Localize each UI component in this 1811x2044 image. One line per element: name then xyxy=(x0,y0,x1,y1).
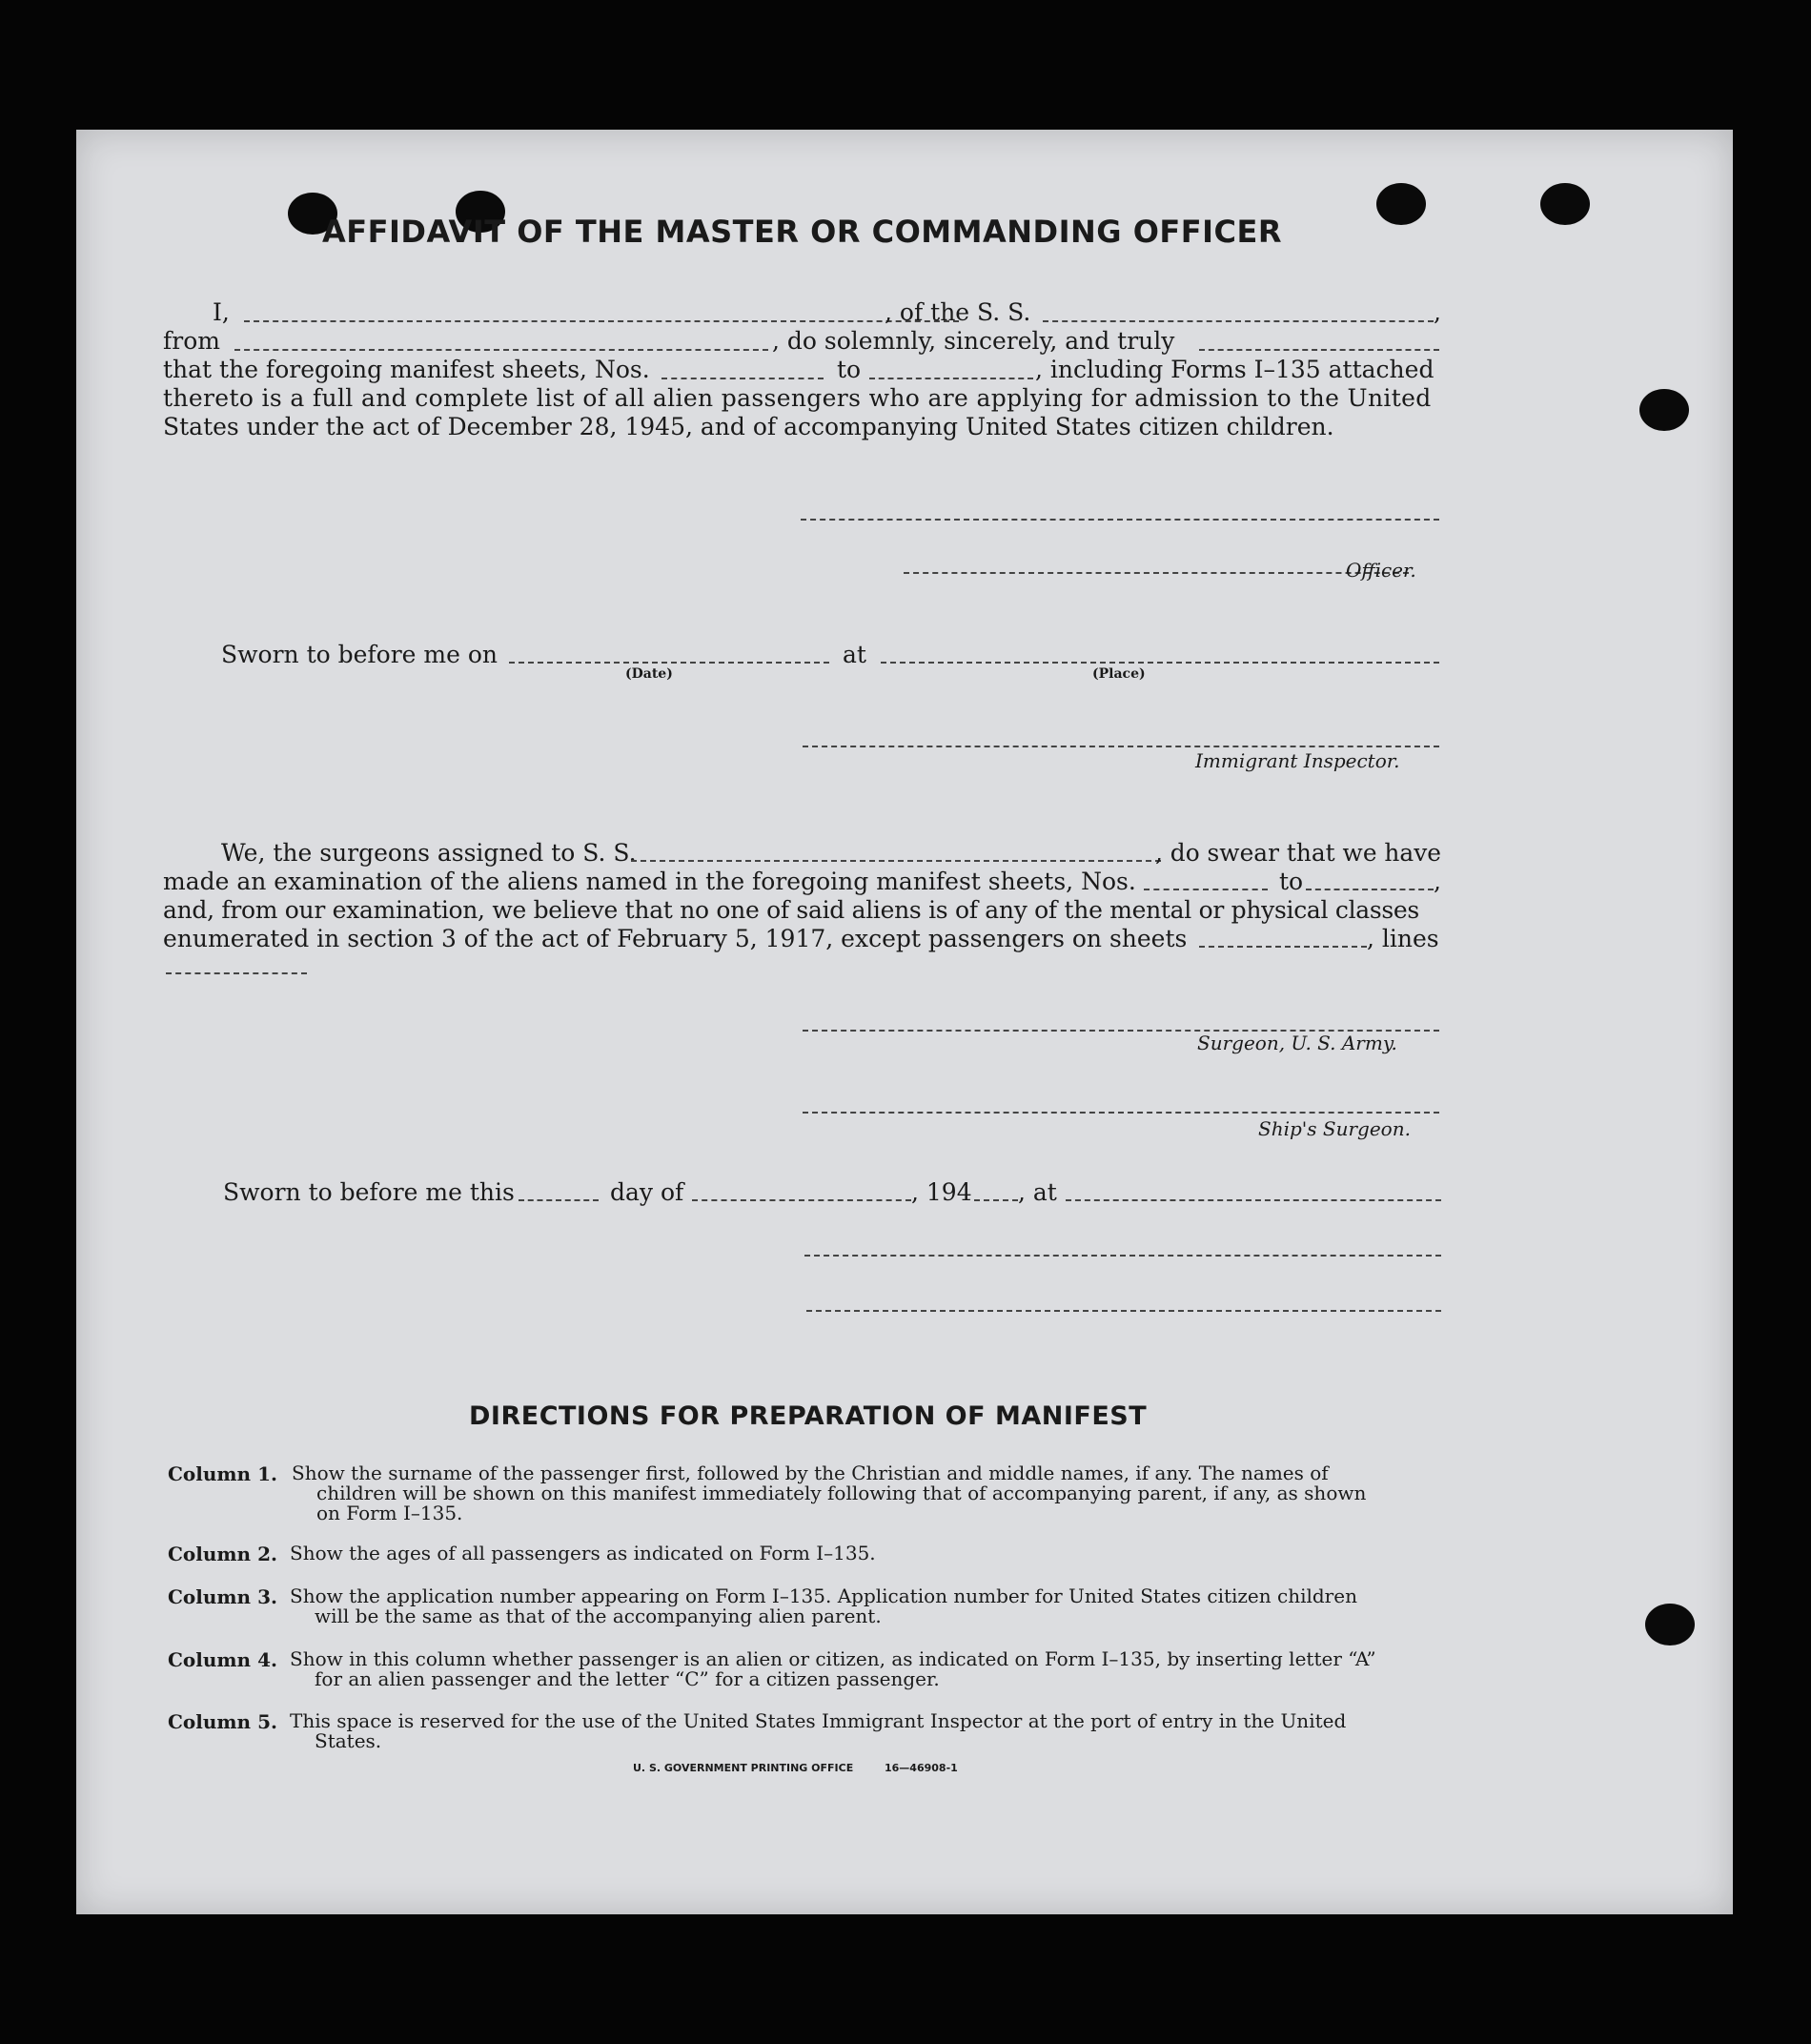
sworn2-month-field[interactable] xyxy=(692,1199,911,1201)
affidavit-line4: thereto is a full and complete list of all alien passengers who are applying for admission to the United xyxy=(163,384,1432,412)
surgeons-sheets-from-field[interactable] xyxy=(1144,889,1268,890)
column-3-line2: will be the same as that of the accompanying alien parent. xyxy=(315,1605,882,1627)
column-4-line1: Show in this column whether passenger is an alien or citizen, as indicated on Form I–135, by inserting letter “A” xyxy=(290,1647,1376,1670)
column-2-label: Column 2. xyxy=(168,1543,277,1565)
sworn-at: at xyxy=(843,641,866,668)
sheets-from-field[interactable] xyxy=(661,378,824,379)
punch-hole xyxy=(1639,389,1689,431)
column-5-line2: States. xyxy=(315,1729,382,1752)
surgeons-to: to xyxy=(1279,868,1304,895)
master-name-field[interactable] xyxy=(244,320,959,322)
affidavit-sheets: that the foregoing manifest sheets, Nos. xyxy=(163,356,650,383)
except-sheets-field[interactable] xyxy=(1199,946,1367,948)
sworn2-place-field[interactable] xyxy=(1066,1199,1441,1201)
column-1-line2: children will be shown on this manifest immediately following that of accompanying parent, if any, as shown xyxy=(316,1482,1367,1504)
surgeons-line1a: We, the surgeons assigned to S. S. xyxy=(221,839,637,867)
column-4-label: Column 4. xyxy=(168,1648,277,1671)
column-1-line1: Show the surname of the passenger first, followed by the Christian and middle names, if any. The names of xyxy=(292,1461,1329,1484)
from-port-field[interactable] xyxy=(234,349,768,351)
affidavit-to: to xyxy=(837,356,862,383)
punch-hole xyxy=(1540,183,1590,225)
column-3-line1: Show the application number appearing on Form I–135. Application number for United States citizen children xyxy=(290,1584,1357,1607)
sworn2-day-field[interactable] xyxy=(519,1199,599,1201)
sworn2-text: Sworn to before me this xyxy=(223,1178,515,1206)
column-1-line3: on Form I–135. xyxy=(316,1502,463,1524)
form-page: AFFIDAVIT OF THE MASTER OR COMMANDING OFFICER I, , of the S. S. , from , do solemnly, sincerely, and truly that the foregoing manifest sheets, Nos. to , including Forms I–135 attached thereto is a full and complete list of all alien passengers who are applying for admission to the United States under the act of December 28, 1945, and of accompanying United States citizen children. Officer. Sworn to before me on (Date) at (Place) Immigrant Inspector. We, the surgeons assigned to S. S. , do swear that we have made an examination of the aliens named in the foregoing manifest sheets, Nos. to , and, from our examination, we believe that no one of said aliens is of any of the mental or physical classes enumerated in section 3 of the act of February 5, 1917, except passengers on sheets , lines Surgeon, U. S. Army. Ship's Surgeon. Sworn to before me this day of , 194 , at DIRECTIONS FOR PREPARATION OF MANIFEST Column 1. Show the surname of the passenger first, followed by the Christian and middle names, if any. The names of children will be shown on this manifest immediately following that of accompanying parent, if any, as shown on Form I–135. Column 2. Show the ages of all passengers as indicated on Form I–135. Column 3. Show the application number appearing on Form I–135. Application number for United States citizen children will be the same as that of the accompanying alien parent. Column 4. Show in this column whether passenger is an alien or citizen, as indicated on Form I–135, by inserting letter “A” for an alien passenger and the letter “C” for a citizen passenger. Column 5. This space is reserved for the use of the United States Immigrant Inspector at the port of entry in the United States. U. S. GOVERNMENT PRINTING OFFICE 16—46908-1 xyxy=(76,130,1733,1914)
ship-surgeon-signature-line[interactable] xyxy=(803,1112,1439,1114)
affidavit-i: I, xyxy=(213,298,230,326)
directions-title: DIRECTIONS FOR PREPARATION OF MANIFEST xyxy=(469,1401,1148,1431)
inspector-label: Immigrant Inspector. xyxy=(1195,749,1400,772)
inspector-signature-line[interactable] xyxy=(803,746,1439,747)
column-3-label: Column 3. xyxy=(168,1585,277,1608)
column-4-line2: for an alien passenger and the letter “C” for a citizen passenger. xyxy=(315,1667,940,1690)
surgeons-ship-field[interactable] xyxy=(631,860,1161,862)
affidavit-forms: , including Forms I–135 attached xyxy=(1035,356,1435,383)
officer-label: Officer. xyxy=(1346,559,1416,582)
punch-hole xyxy=(1645,1604,1695,1645)
truly-field[interactable] xyxy=(1199,349,1439,351)
surgeons-line1b: , do swear that we have xyxy=(1155,839,1441,867)
surgeons-sheets-to-field[interactable] xyxy=(1306,889,1434,890)
sworn2-at: , at xyxy=(1018,1178,1057,1206)
affidavit-swear: , do solemnly, sincerely, and truly xyxy=(772,327,1175,355)
column-5-line1: This space is reserved for the use of the United States Immigrant Inspector at the port of entry in the United xyxy=(290,1709,1347,1732)
sworn2-signature-line[interactable] xyxy=(804,1255,1441,1257)
place-caption: (Place) xyxy=(1092,666,1146,682)
form-code: 16—46908-1 xyxy=(885,1762,958,1774)
officer-signature-line[interactable] xyxy=(904,572,1409,574)
affidavit-title: AFFIDAVIT OF THE MASTER OR COMMANDING OFFICER xyxy=(322,214,1282,250)
column-2-line1: Show the ages of all passengers as indicated on Form I–135. xyxy=(290,1542,876,1564)
master-signature-line[interactable] xyxy=(801,519,1439,521)
punch-hole xyxy=(1376,183,1426,225)
affidavit-line5: States under the act of December 28, 1945, and of accompanying United States citizen children. xyxy=(163,413,1334,440)
column-5-label: Column 5. xyxy=(168,1710,277,1733)
sworn-date-field[interactable] xyxy=(509,662,829,664)
printer-line: U. S. GOVERNMENT PRINTING OFFICE xyxy=(633,1762,854,1774)
surgeons-line2: made an examination of the aliens named in the foregoing manifest sheets, Nos. xyxy=(163,868,1136,895)
army-surgeon-label: Surgeon, U. S. Army. xyxy=(1197,1032,1397,1054)
sworn2-year: , 194 xyxy=(911,1178,972,1206)
column-1-label: Column 1. xyxy=(168,1462,277,1485)
date-caption: (Date) xyxy=(625,666,673,682)
sworn2-day-of: day of xyxy=(610,1178,684,1206)
surgeons-line3: and, from our examination, we believe that no one of said aliens is of any of the mental or physical classes xyxy=(163,896,1419,924)
sworn2-year-field[interactable] xyxy=(974,1199,1018,1201)
surgeons-line4b: , lines xyxy=(1367,925,1439,952)
sworn-on: Sworn to before me on xyxy=(221,641,499,668)
sworn-place-field[interactable] xyxy=(881,662,1439,664)
affidavit-of-ship: , of the S. S. xyxy=(885,298,1031,326)
ship-name-field[interactable] xyxy=(1043,320,1434,322)
sheets-to-field[interactable] xyxy=(869,378,1033,379)
surgeons-line4a: enumerated in section 3 of the act of February 5, 1917, except passengers on sheets xyxy=(163,925,1188,952)
lines-field[interactable] xyxy=(166,972,307,974)
ship-surgeon-label: Ship's Surgeon. xyxy=(1258,1117,1411,1140)
sworn2-title-line[interactable] xyxy=(806,1310,1441,1312)
affidavit-from: from xyxy=(163,327,220,355)
